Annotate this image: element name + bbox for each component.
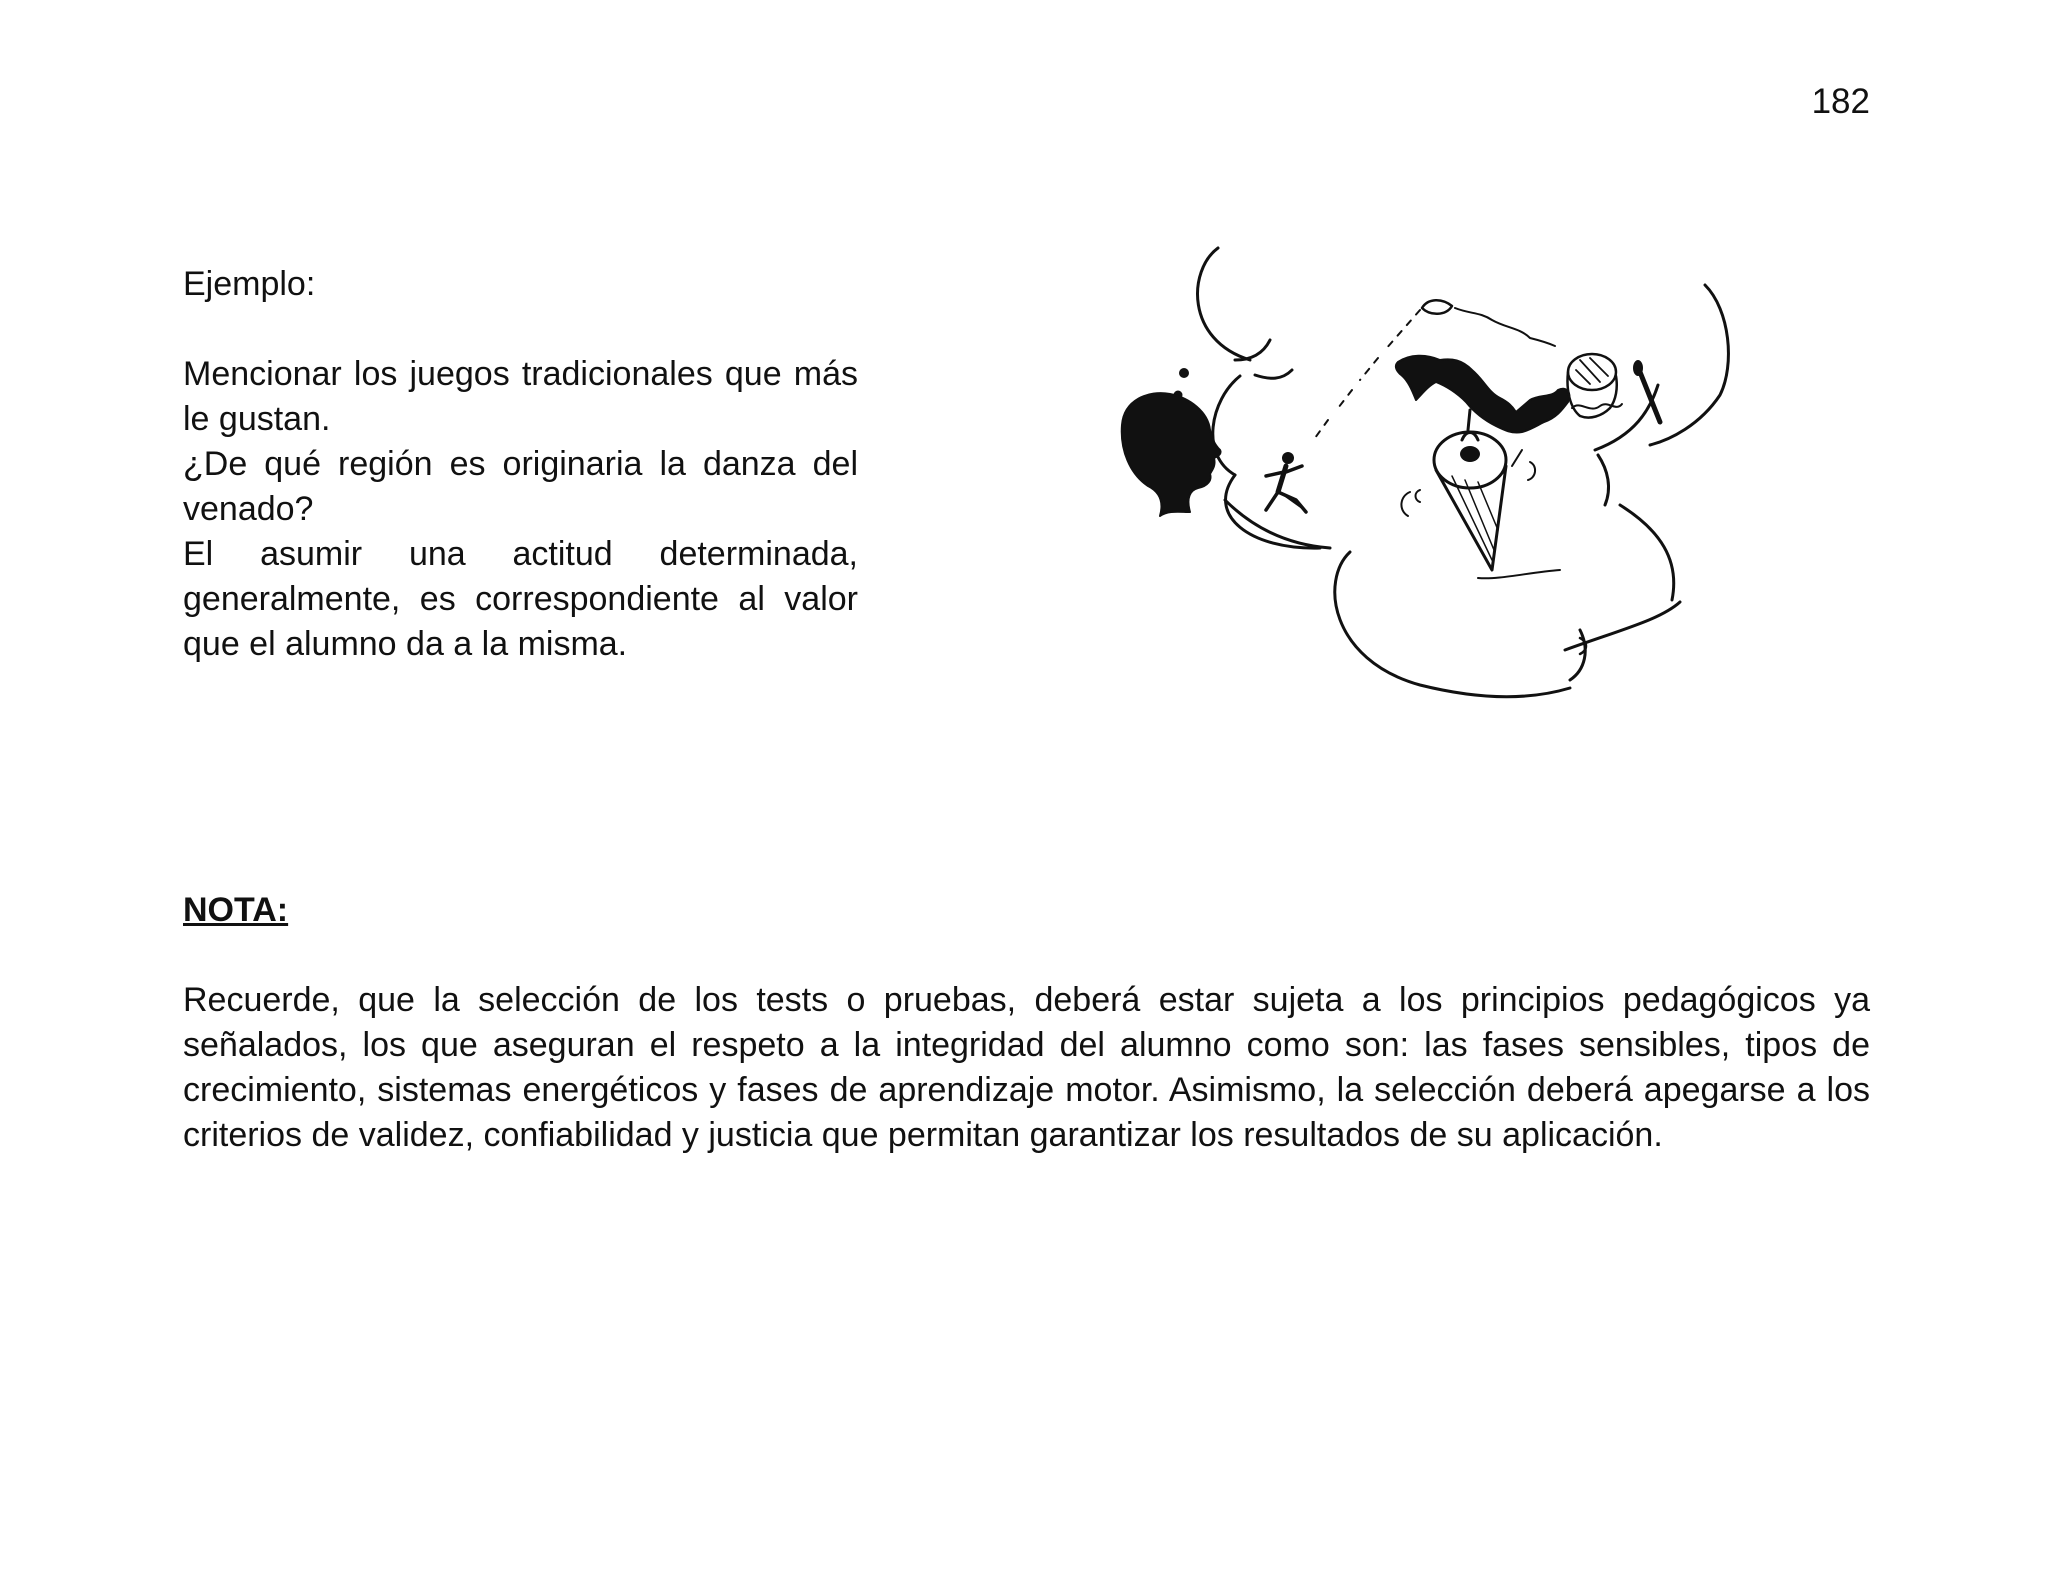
example-block [183,262,858,667]
thought-cloud-illustration [1060,230,1780,730]
mexico-map-icon [1396,356,1569,433]
example-line-attitude: El asumir una actitud determinada, generalmente, es correspondiente al valor que el alumno da a la misma. [183,535,858,663]
dancer-figure-icon [1266,452,1306,512]
example-line-deer-dance: ¿De qué región es originaria la danza del venado? [183,445,858,528]
spinning-top-icon [1401,410,1560,578]
head-silhouette-icon [1122,393,1221,516]
example-line-traditional-games: Mencionar los juegos tradicionales que más le gustan. [183,355,858,438]
nota-paragraph: Recuerde, que la selección de los tests o pruebas, deberá estar sujeta a los principios pedagógicos ya señalados, los que aseguran el respeto a la integridad del alumno como son: las fases sensibles, tipos de crecimiento, sistemas energéticos y fases de aprendizaje motor. Asimismo, la selección deberá apegarse a los criterios de validez, confiabilidad y justicia que permitan garantizar los resultados de su aplicación. [183,981,1870,1154]
example-label: Ejemplo: [183,265,316,303]
page-number: 182 [1811,82,1870,121]
nota-heading: NOTA: [183,891,289,929]
